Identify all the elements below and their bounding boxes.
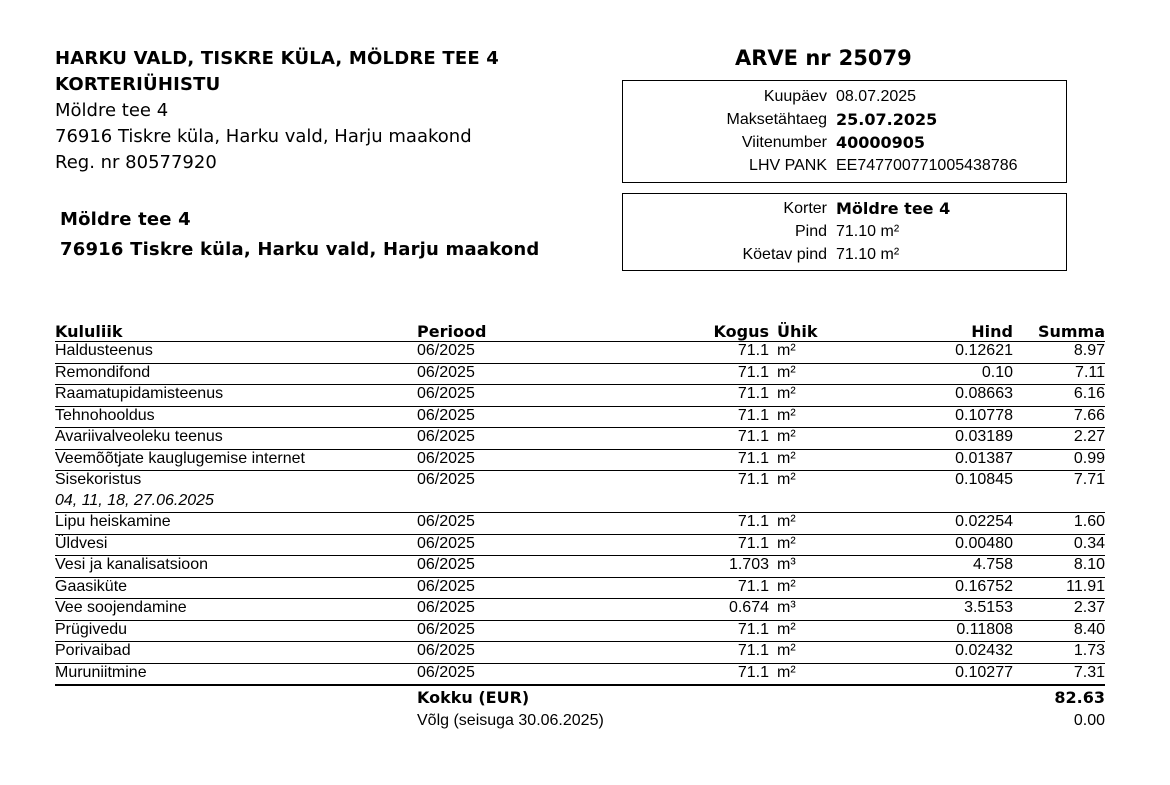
cell-cost-type: Avariivalveoleku teenus xyxy=(55,428,417,450)
cell-period: 06/2025 xyxy=(417,577,632,599)
cell-period: 06/2025 xyxy=(417,620,632,642)
cell-cost-type: Remondifond xyxy=(55,363,417,385)
cell-cost-type: Porivaibad xyxy=(55,642,417,664)
due-date-label: Maksetähtaeg xyxy=(726,111,827,128)
cell-cost-type: Tehnohooldus xyxy=(55,406,417,428)
cell-sum: 7.71 xyxy=(1073,471,1105,488)
header-period: Periood xyxy=(417,317,632,342)
table-row-note xyxy=(55,492,1105,513)
cell-period: 06/2025 xyxy=(417,642,632,664)
header-sum: Summa xyxy=(1013,317,1105,342)
cell-quantity: 71.1 xyxy=(632,428,769,450)
cell-unit: m² xyxy=(769,363,848,385)
reference-row xyxy=(623,131,1066,154)
recipient-street: Möldre tee 4 xyxy=(60,209,191,230)
issuer-name: HARKU VALD, TISKRE KÜLA, MÖLDRE TEE 4 xyxy=(55,48,500,69)
table-row xyxy=(55,428,1105,450)
table-body xyxy=(55,342,1105,686)
table-row xyxy=(55,599,1105,621)
invoice-date: 08.07.2025 xyxy=(836,88,917,105)
area-row xyxy=(623,220,1066,243)
cell-sum: 1.73 xyxy=(1013,642,1105,664)
table-row xyxy=(55,577,1105,599)
cell-sum: 0.34 xyxy=(1013,534,1105,556)
cell-quantity: 71.1 xyxy=(632,342,769,364)
bank-row xyxy=(623,154,1066,177)
cell-quantity: 71.1 xyxy=(632,513,769,535)
apartment-label: Korter xyxy=(783,200,827,217)
cell-period: 06/2025 xyxy=(417,599,632,621)
table-row xyxy=(55,471,1105,492)
row-note: 04, 11, 18, 27.06.2025 xyxy=(55,492,417,513)
table-row xyxy=(55,556,1105,578)
apartment-box xyxy=(622,193,1067,271)
cell-price: 0.10 xyxy=(848,363,1013,385)
area-value: 71.10 m² xyxy=(836,223,900,240)
cell-period: 06/2025 xyxy=(417,556,632,578)
cell-cost-type: Veemõõtjate kauglugemise internet xyxy=(55,449,417,471)
cell-unit: m² xyxy=(769,406,848,428)
cell-quantity: 71.1 xyxy=(632,406,769,428)
cell-sum: 1.60 xyxy=(1013,513,1105,535)
table-row xyxy=(55,663,1105,685)
cell-sum: 8.40 xyxy=(1013,620,1105,642)
table-row xyxy=(55,534,1105,556)
cell-quantity: 71.1 xyxy=(632,577,769,599)
table-row xyxy=(55,363,1105,385)
cell-price: 0.11808 xyxy=(848,620,1013,642)
total-row xyxy=(55,685,1105,711)
table-header-row xyxy=(55,317,1105,342)
invoice-date-row xyxy=(623,85,1066,108)
cell-period: 06/2025 xyxy=(417,385,632,407)
total-label: Kokku (EUR) xyxy=(417,688,530,707)
invoice-number: 25079 xyxy=(838,46,912,70)
cell-price: 0.03189 xyxy=(848,428,1013,450)
cell-quantity: 71.1 xyxy=(632,642,769,664)
apartment-row xyxy=(623,197,1066,220)
area-label: Pind xyxy=(794,223,827,240)
cell-quantity: 1.703 xyxy=(632,556,769,578)
recipient-block xyxy=(60,205,540,265)
table-row xyxy=(55,449,1105,471)
cell-quantity: 71.1 xyxy=(632,620,769,642)
cell-sum: 8.10 xyxy=(1013,556,1105,578)
cell-cost-type: Muruniitmine xyxy=(55,663,417,685)
cell-period: 06/2025 xyxy=(417,342,632,364)
cell-unit: m² xyxy=(769,620,848,642)
cell-period: 06/2025 xyxy=(417,471,475,488)
cell-price: 0.08663 xyxy=(848,385,1013,407)
cell-quantity: 71.1 xyxy=(632,663,769,685)
cell-cost-type: Vesi ja kanalisatsioon xyxy=(55,556,417,578)
cell-unit: m² xyxy=(777,471,796,488)
cell-price: 0.10845 xyxy=(955,471,1013,488)
invoice-title-label: ARVE nr xyxy=(735,46,831,70)
cell-price: 0.12621 xyxy=(848,342,1013,364)
cell-sum: 2.27 xyxy=(1013,428,1105,450)
cell-unit: m² xyxy=(769,449,848,471)
cell-cost-type: Gaasiküte xyxy=(55,577,417,599)
cell-quantity: 71.1 xyxy=(632,534,769,556)
cell-quantity: 71.1 xyxy=(632,363,769,385)
table-row xyxy=(55,620,1105,642)
cell-price: 4.758 xyxy=(848,556,1013,578)
cell-period: 06/2025 xyxy=(417,663,632,685)
heated-area-value: 71.10 m² xyxy=(836,246,900,263)
cell-price: 0.01387 xyxy=(848,449,1013,471)
cell-cost-type: Haldusteenus xyxy=(55,342,417,364)
issuer-name-line2: KORTERIÜHISTU xyxy=(55,74,221,95)
cell-unit: m² xyxy=(769,428,848,450)
heated-area-label: Köetav pind xyxy=(742,246,827,263)
cell-unit: m³ xyxy=(769,556,848,578)
apartment-address: Möldre tee 4 xyxy=(836,199,951,218)
cell-period: 06/2025 xyxy=(417,406,632,428)
cell-sum: 7.11 xyxy=(1013,363,1105,385)
total-amount: 82.63 xyxy=(1054,688,1105,707)
bank-iban: EE747700771005438786 xyxy=(836,157,1018,174)
table-row xyxy=(55,513,1105,535)
cell-cost-type: Raamatupidamisteenus xyxy=(55,385,417,407)
issuer-block xyxy=(55,46,499,176)
cell-period: 06/2025 xyxy=(417,363,632,385)
bank-label: LHV PANK xyxy=(749,157,827,174)
cell-price: 0.10778 xyxy=(848,406,1013,428)
cell-sum: 7.66 xyxy=(1013,406,1105,428)
invoice-date-label: Kuupäev xyxy=(763,88,827,105)
cell-unit: m² xyxy=(769,385,848,407)
heated-area-row xyxy=(623,243,1066,266)
due-date: 25.07.2025 xyxy=(836,110,938,129)
cell-price: 0.02254 xyxy=(848,513,1013,535)
header-price: Hind xyxy=(848,317,1013,342)
table-row xyxy=(55,406,1105,428)
cell-period: 06/2025 xyxy=(417,449,632,471)
due-date-row xyxy=(623,108,1066,131)
charges-table xyxy=(55,317,1105,729)
cell-price: 0.00480 xyxy=(848,534,1013,556)
cell-cost-type: Prügivedu xyxy=(55,620,417,642)
invoice-title xyxy=(735,46,912,70)
cell-unit: m³ xyxy=(769,599,848,621)
cell-sum: 0.99 xyxy=(1013,449,1105,471)
cell-quantity: 71.1 xyxy=(632,449,769,471)
header-cost-type: Kululiik xyxy=(55,317,417,342)
table-row xyxy=(55,342,1105,364)
debt-label: Võlg (seisuga 30.06.2025) xyxy=(417,712,604,729)
cell-period: 06/2025 xyxy=(417,428,632,450)
cell-sum: 8.97 xyxy=(1013,342,1105,364)
cell-sum: 2.37 xyxy=(1013,599,1105,621)
cell-unit: m² xyxy=(769,577,848,599)
cell-period: 06/2025 xyxy=(417,513,632,535)
cell-unit: m² xyxy=(769,513,848,535)
cell-price: 0.10277 xyxy=(848,663,1013,685)
cell-period: 06/2025 xyxy=(417,534,632,556)
invoice-details-box xyxy=(622,80,1067,183)
cell-sum: 7.31 xyxy=(1013,663,1105,685)
cell-unit: m² xyxy=(769,663,848,685)
reference-label: Viitenumber xyxy=(741,134,827,151)
cell-unit: m² xyxy=(769,642,848,664)
table-row xyxy=(55,385,1105,407)
cell-price: 0.16752 xyxy=(848,577,1013,599)
table-row xyxy=(55,642,1105,664)
cell-sum: 6.16 xyxy=(1013,385,1105,407)
issuer-city: 76916 Tiskre küla, Harku vald, Harju maakond xyxy=(55,126,472,147)
cell-sum: 11.91 xyxy=(1013,577,1105,599)
debt-row xyxy=(55,711,1105,729)
debt-amount: 0.00 xyxy=(1073,712,1105,729)
recipient-city: 76916 Tiskre küla, Harku vald, Harju maakond xyxy=(60,239,540,260)
cell-price: 3.5153 xyxy=(848,599,1013,621)
cell-unit: m² xyxy=(769,342,848,364)
cell-unit: m² xyxy=(769,534,848,556)
cell-cost-type: Üldvesi xyxy=(55,534,417,556)
header-unit: Ühik xyxy=(769,317,848,342)
issuer-street: Möldre tee 4 xyxy=(55,100,169,121)
cell-cost-type: Vee soojendamine xyxy=(55,599,417,621)
cell-quantity: 71.1 xyxy=(737,471,769,488)
cell-price: 0.02432 xyxy=(848,642,1013,664)
cell-cost-type: Lipu heiskamine xyxy=(55,513,417,535)
cell-quantity: 0.674 xyxy=(632,599,769,621)
header-quantity: Kogus xyxy=(632,317,769,342)
cell-cost-type: Sisekoristus xyxy=(55,471,142,488)
reference-number: 40000905 xyxy=(836,133,926,152)
issuer-reg-number: Reg. nr 80577920 xyxy=(55,152,217,173)
cell-quantity: 71.1 xyxy=(632,385,769,407)
